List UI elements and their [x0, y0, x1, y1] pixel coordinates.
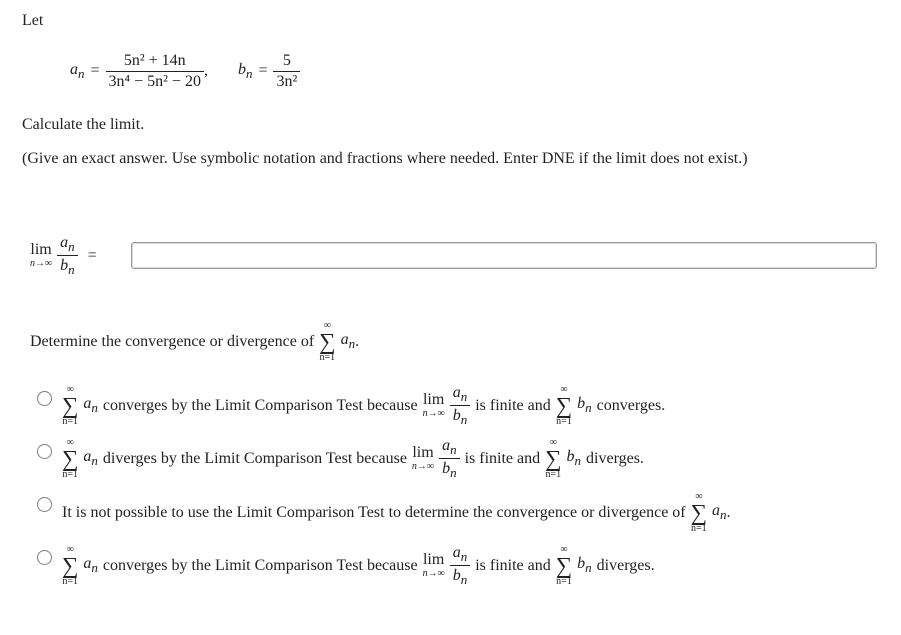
equals-sign: = [87, 246, 97, 264]
option-3-radio[interactable] [37, 497, 52, 512]
series-term: $a_n$ [340, 331, 356, 352]
option-2-radio[interactable] [37, 444, 52, 459]
comma: , [203, 62, 208, 80]
series-sum-symbol: ∞ ∑ n=1 [319, 320, 336, 363]
limit-operator: lim n→∞ [30, 241, 53, 270]
sequence-definitions [70, 52, 300, 90]
intro-text: Let [22, 12, 44, 29]
option-4-label[interactable]: ∞ ∑ n=1 $a_n$ converges by the Limit Comparison Test because lim n→∞ $\frac{a_n}{b_n}$ is finite and ∞ ∑ n=1 $b_n$ diverges. [62, 543, 655, 588]
a-n-label: $a_n$ [70, 60, 85, 81]
b-n-fraction [273, 52, 300, 90]
sum-symbol: ∞ ∑ n=1 [62, 383, 79, 427]
question-calculate-limit: Calculate the limit. [22, 116, 145, 133]
b-n-numerator: 5 [282, 52, 291, 69]
limit-expression [30, 234, 97, 278]
instructions-text: (Give an exact answer. Use symbolic notation and fractions where needed. Enter DNE if the limit does not exist.) [22, 150, 748, 167]
option-1-label[interactable]: ∞ ∑ n=1 $a_n$ converges by the Limit Comparison Test because lim n→∞ $\frac{a_n}{b_n}$ is finite and ∞ ∑ n=1 $b_n$ converges. [62, 383, 666, 428]
ratio-fraction: $\frac{a_n}{b_n}$ [57, 234, 78, 278]
question-convergence: Determine the convergence or divergence of ∞ ∑ n=1 $a_n$ . [30, 320, 360, 363]
a-n-fraction [106, 52, 204, 90]
equals-sign: = [258, 62, 268, 80]
b-n-denominator: 3n² [273, 71, 300, 91]
option-1-radio[interactable] [37, 391, 52, 406]
equals-sign: = [90, 62, 100, 80]
a-n-denominator: 3n⁴ − 5n² − 20 [106, 71, 204, 91]
option-3-label[interactable]: It is not possible to use the Limit Comparison Test to determine the convergence or divergence of ∞ ∑ n=1 $a_n$ . [62, 491, 731, 534]
a-n-numerator: 5n² + 14n [123, 52, 186, 69]
b-n-label: $b_n$ [237, 60, 253, 81]
option-4-radio[interactable] [37, 550, 52, 565]
option-2-label[interactable]: ∞ ∑ n=1 $a_n$ diverges by the Limit Comparison Test because lim n→∞ $\frac{a_n}{b_n}$ is finite and ∞ ∑ n=1 $b_n$ diverges. [62, 436, 644, 481]
limit-answer-input[interactable] [131, 242, 877, 269]
